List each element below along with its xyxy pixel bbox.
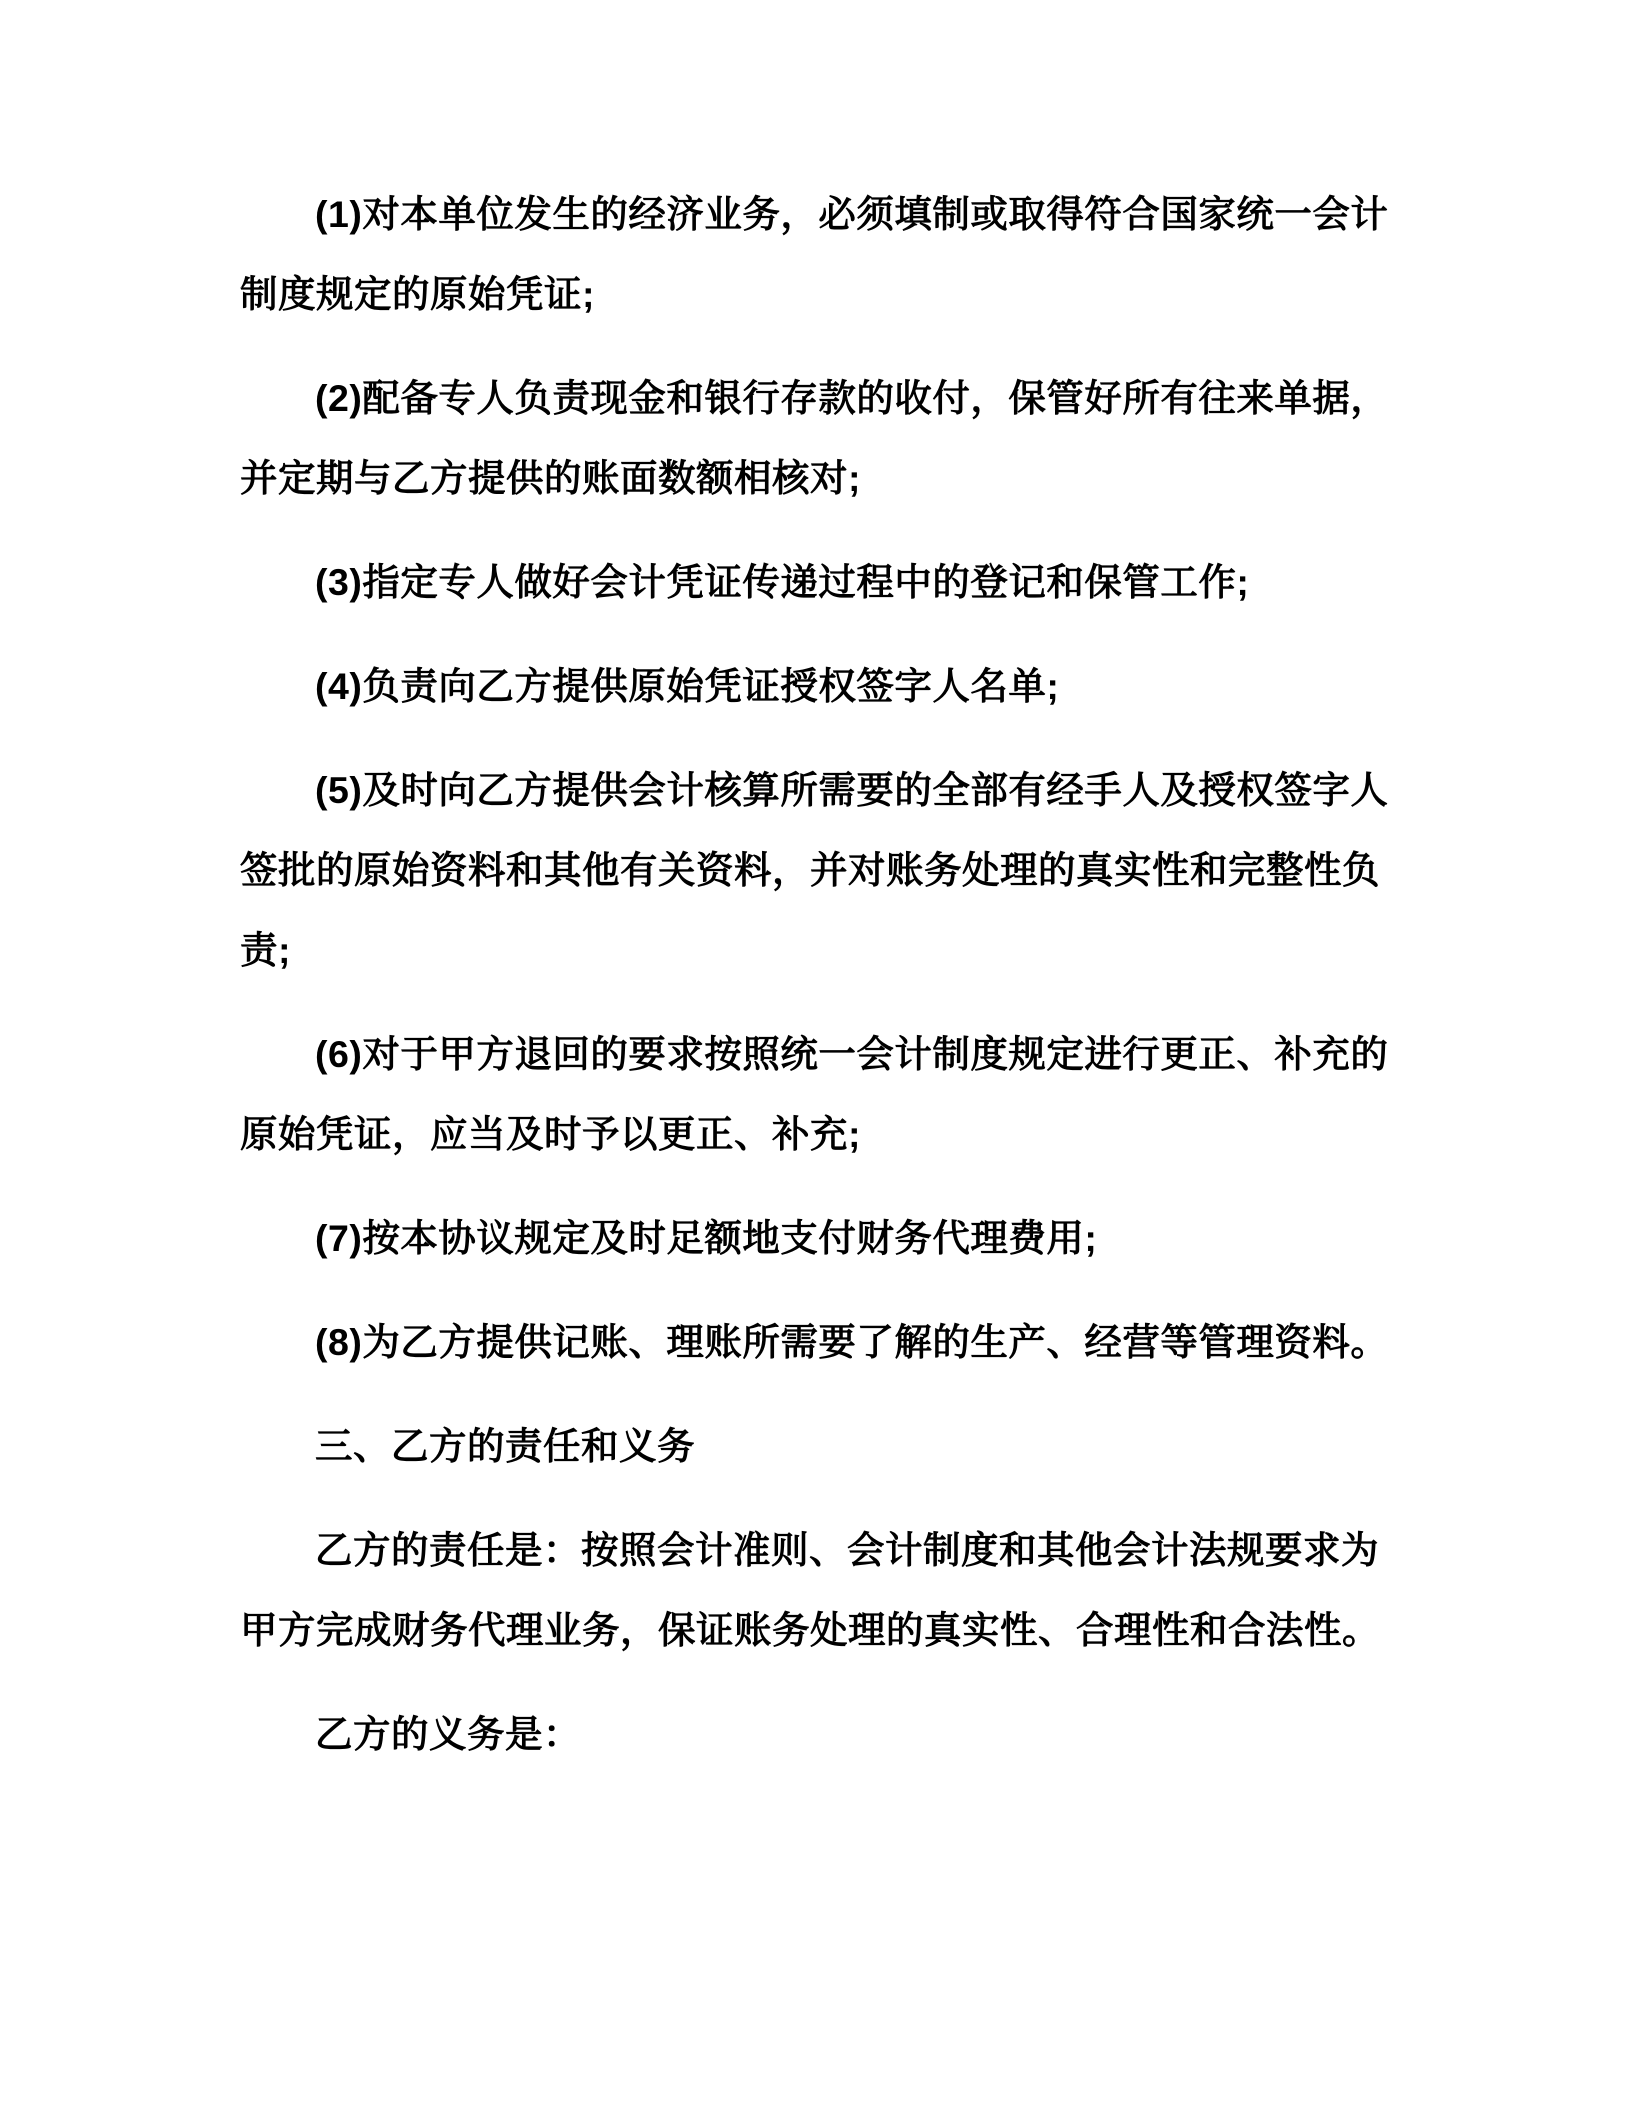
text-line: 原始凭证，应当及时予以更正、补充; [240, 1113, 861, 1155]
text-line: 乙方的义务是： [315, 1713, 581, 1755]
paragraph-item-party-b-obligations-lead-in [240, 1694, 1390, 1774]
text-line: 甲方完成财务代理业务，保证账务处理的真实性、合理性和合法性。 [240, 1609, 1380, 1651]
text-line: 签批的原始资料和其他有关资料，并对账务处理的真实性和完整性负 [240, 849, 1380, 891]
text-line: 责; [240, 929, 291, 971]
text-line: 制度规定的原始凭证; [240, 273, 595, 315]
paragraph-item-7 [240, 1198, 1390, 1278]
text-line: (2)配备专人负责现金和银行存款的收付，保管好所有往来单据， [315, 377, 1389, 419]
paragraph-item-8 [240, 1302, 1390, 1382]
paragraph-item-2 [240, 358, 1390, 518]
paragraph-item-party-b-responsibility [240, 1510, 1390, 1670]
text-line: (6)对于甲方退回的要求按照统一会计制度规定进行更正、补充的 [315, 1033, 1389, 1075]
paragraph-item-1 [240, 174, 1390, 334]
text-line: (1)对本单位发生的经济业务，必须填制或取得符合国家统一会计 [315, 193, 1389, 235]
paragraph-item-4 [240, 646, 1390, 726]
paragraph-item-3 [240, 542, 1390, 622]
paragraph-item-6 [240, 1014, 1390, 1174]
text-line: (4)负责向乙方提供原始凭证授权签字人名单; [315, 665, 1060, 707]
text-line: (5)及时向乙方提供会计核算所需要的全部有经手人及授权签字人 [315, 769, 1389, 811]
section-heading-line: 三、乙方的责任和义务 [315, 1425, 695, 1467]
text-line: 并定期与乙方提供的账面数额相核对; [240, 457, 861, 499]
text-line: (7)按本协议规定及时足额地支付财务代理费用; [315, 1217, 1098, 1259]
section-heading-party-b-duties [240, 1406, 1390, 1486]
text-line: (3)指定专人做好会计凭证传递过程中的登记和保管工作; [315, 561, 1250, 603]
contract-text-block [240, 174, 1390, 1774]
text-line: (8)为乙方提供记账、理账所需要了解的生产、经营等管理资料。 [315, 1321, 1389, 1363]
text-line: 乙方的责任是：按照会计准则、会计制度和其他会计法规要求为 [315, 1529, 1379, 1571]
paragraph-item-5 [240, 750, 1390, 990]
